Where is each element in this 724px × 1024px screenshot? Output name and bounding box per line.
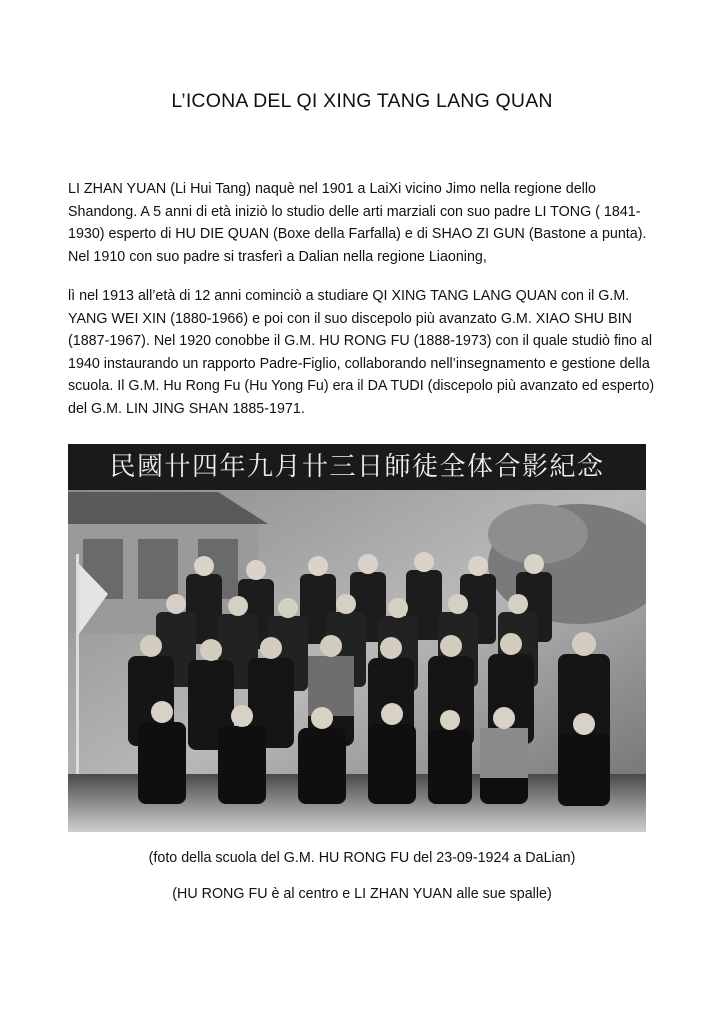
group-photo <box>68 444 646 832</box>
photo-banner-inscription: 民國卄四年九月卄三日師徒全体合影紀念 <box>109 452 605 482</box>
paragraph-2: lì nel 1913 all’età di 12 anni cominciò a studiare QI XING TANG LANG QUAN con il G.M. YANG WEI XIN (1880-1966) e poi con il suo discepolo più avanzato G.M. XIAO SHU BIN (1887-1967). Nel 1920 conobbe il G.M. HU RONG FU (1888-1973) con il quale studiò fino al 1940 instaurando un rapporto Padre-Figlio, collaborando nell’insegnamento e gestione della scuola. Il G.M. Hu Rong Fu (Hu Yong Fu) era il DA TUDI (discepolo più avanzato ed esperto) del G.M. LIN JING SHAN 1885-1971. <box>68 288 655 417</box>
page-title: L’ICONA DEL QI XING TANG LANG QUAN <box>171 90 553 112</box>
group-photo-illustration <box>68 444 646 832</box>
photo-caption-1: (foto della scuola del G.M. HU RONG FU del 23-09-1924 a DaLian) <box>148 850 576 866</box>
photo-caption-2: (HU RONG FU è al centro e LI ZHAN YUAN alle sue spalle) <box>172 886 552 902</box>
paragraph-1: LI ZHAN YUAN (Li Hui Tang) naquè nel 1901 a LaiXi vicino Jimo nella regione dello Shandong. A 5 anni di età iniziò lo studio delle arti marziali con suo padre LI TONG ( 1841-1930) esperto di HU DIE QUAN (Boxe della Farfalla) e di SHAO ZI GUN (Bastone a punta). Nel 1910 con suo padre si trasferì a Dalian nella regione Liaoning, <box>68 181 647 265</box>
